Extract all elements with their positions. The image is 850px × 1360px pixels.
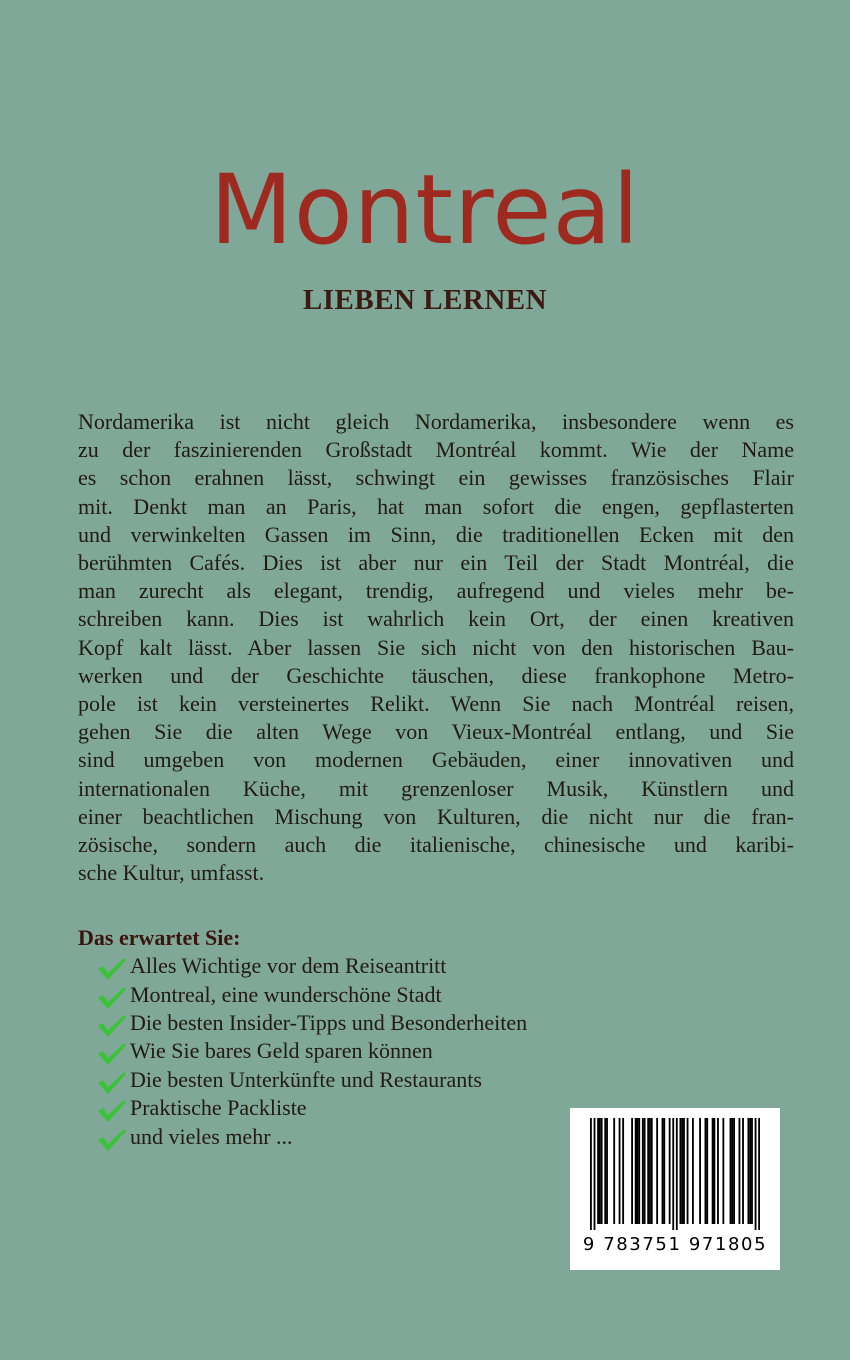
book-title: Montreal xyxy=(210,154,640,266)
description-line: schreiben kann. Dies ist wahrlich kein Ort, der einen kreativen xyxy=(78,606,794,632)
barcode-bar xyxy=(751,1118,753,1224)
list-item-label: Die besten Insider-Tipps und Besonderheiten xyxy=(130,1009,528,1035)
barcode xyxy=(570,1108,780,1270)
book-subtitle: LIEBEN LERNEN xyxy=(302,284,548,316)
barcode-bar xyxy=(706,1118,708,1224)
list-item-label: Praktische Packliste xyxy=(130,1095,307,1121)
barcode-bar xyxy=(601,1118,603,1224)
barcode-bar xyxy=(590,1118,592,1230)
checkmark-icon xyxy=(96,1127,128,1153)
description-line: sche Kultur, umfasst. xyxy=(78,860,265,886)
barcode-bar xyxy=(730,1118,732,1224)
barcode-bar xyxy=(599,1118,601,1224)
description-line: internationalen Küche, mit grenzenloser Musik, Künstlern und xyxy=(78,775,794,801)
list-item-label: Wie Sie bares Geld sparen können xyxy=(130,1038,433,1064)
barcode-bar xyxy=(638,1118,640,1224)
description-line: zu der faszinierenden Großstadt Montréal kommt. Wie der Name xyxy=(78,437,794,463)
barcode-bar xyxy=(705,1118,707,1224)
barcode-bar xyxy=(749,1118,751,1224)
barcode-bar xyxy=(713,1118,715,1224)
barcode-bar xyxy=(731,1118,733,1224)
barcode-bar xyxy=(676,1118,678,1230)
barcode-bar xyxy=(733,1118,735,1224)
list-item xyxy=(96,1009,527,1037)
barcode-bar xyxy=(681,1118,683,1224)
list-item xyxy=(96,1094,527,1122)
description-line: einer beachtlichen Mischung von Kulturen, die nicht nur die fran- xyxy=(78,803,794,829)
barcode-bar xyxy=(642,1118,644,1224)
description-line: pole ist kein versteinertes Relikt. Wenn Sie nach Montréal reisen, xyxy=(78,691,794,717)
barcode-bar xyxy=(635,1118,637,1224)
barcode-bar xyxy=(722,1118,724,1224)
list-item xyxy=(96,1066,527,1094)
barcode-bar xyxy=(712,1118,714,1224)
barcode-bar xyxy=(679,1118,681,1224)
barcode-bars xyxy=(590,1118,760,1230)
barcode-bar xyxy=(717,1118,719,1224)
barcode-bar xyxy=(637,1118,639,1224)
description-line: mit. Denkt man an Paris, hat man sofort die engen, gepflasterten xyxy=(78,493,794,519)
expect-list xyxy=(96,952,527,1151)
barcode-bar xyxy=(604,1118,606,1224)
list-item xyxy=(96,980,527,1008)
list-item xyxy=(96,952,527,980)
description-line: sind umgeben von modernen Gebäuden, einer innovativen und xyxy=(78,747,794,773)
barcode-digits: 9 783751 971805 xyxy=(582,1234,768,1255)
barcode-bar xyxy=(747,1118,749,1224)
barcode-bar xyxy=(631,1118,633,1224)
checkmark-icon xyxy=(96,1041,128,1067)
checkmark-icon xyxy=(96,985,128,1011)
barcode-bar xyxy=(687,1118,689,1224)
barcode-bar xyxy=(683,1118,685,1224)
list-item xyxy=(96,1037,527,1065)
list-item-label: Die besten Unterkünfte und Restaurants xyxy=(130,1066,482,1092)
barcode-bar xyxy=(742,1118,744,1224)
list-item-label: Alles Wichtige vor dem Reiseantritt xyxy=(130,953,447,979)
description-line: gehen Sie die alten Wege von Vieux-Montréal entlang, und Sie xyxy=(78,719,794,745)
barcode-bar xyxy=(739,1118,741,1224)
barcode-bar xyxy=(619,1118,621,1224)
description-line: es schon erahnen lässt, schwingt ein gewisses französisches Flair xyxy=(78,465,794,491)
list-item-label: und vieles mehr ... xyxy=(130,1123,293,1149)
expect-heading: Das erwartet Sie: xyxy=(78,925,241,950)
checkmark-icon xyxy=(96,1070,128,1096)
checkmark-icon xyxy=(96,1098,128,1124)
barcode-bar xyxy=(606,1118,608,1224)
description-line: man zurecht als elegant, trendig, aufregend und vieles mehr be- xyxy=(78,578,794,604)
description-line: und verwinkelten Gassen im Sinn, die traditionellen Ecken mit den xyxy=(78,521,794,547)
barcode-bar xyxy=(649,1118,651,1224)
description-line: zösische, sondern auch die italienische, chinesische und karibi- xyxy=(78,832,794,858)
barcode-bar xyxy=(669,1118,671,1224)
barcode-bar xyxy=(755,1118,757,1230)
barcode-bar xyxy=(613,1118,615,1224)
barcode-bar xyxy=(672,1118,674,1230)
book-description xyxy=(78,408,794,887)
barcode-bar xyxy=(647,1118,649,1224)
checkmark-icon xyxy=(96,1013,128,1039)
barcode-bar xyxy=(699,1118,701,1224)
description-line: werken und der Geschichte täuschen, diese frankophone Metro- xyxy=(78,662,794,688)
barcode-bar xyxy=(758,1118,760,1230)
description-line: Nordamerika ist nicht gleich Nordamerika, insbesondere wenn es xyxy=(78,409,794,434)
checkmark-icon xyxy=(96,956,128,982)
list-item-label: Montreal, eine wunderschöne Stadt xyxy=(130,981,442,1007)
barcode-bar xyxy=(692,1118,694,1224)
barcode-bar xyxy=(622,1118,624,1224)
barcode-bar xyxy=(597,1118,599,1224)
barcode-bar xyxy=(644,1118,646,1224)
list-item xyxy=(96,1122,527,1150)
barcode-bar xyxy=(651,1118,653,1224)
barcode-bar xyxy=(663,1118,665,1224)
description-line: Kopf kalt lässt. Aber lassen Sie sich nicht von den historischen Bau- xyxy=(78,634,794,660)
barcode-bar xyxy=(656,1118,658,1224)
barcode-bar xyxy=(594,1118,596,1230)
barcode-bar xyxy=(662,1118,664,1224)
description-line: berühmten Cafés. Dies ist aber nur ein Teil der Stadt Montréal, die xyxy=(78,550,794,576)
